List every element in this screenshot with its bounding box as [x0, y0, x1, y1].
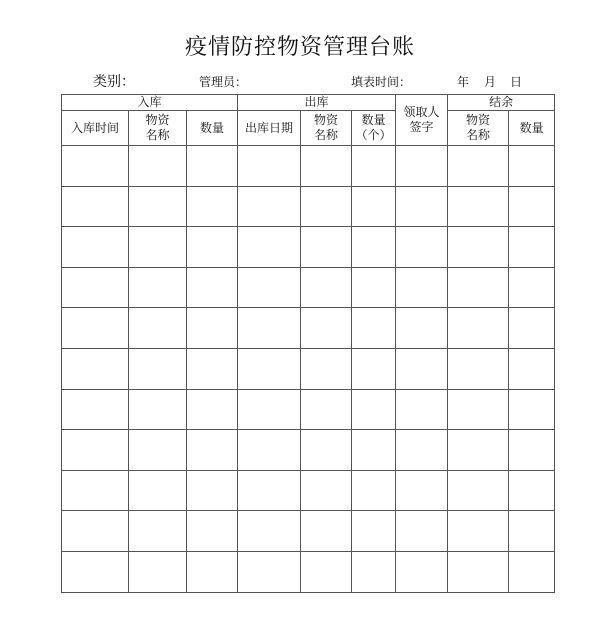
table-cell[interactable] [62, 551, 129, 592]
table-cell[interactable] [129, 308, 187, 349]
fill-date-label: 填表时间： [351, 75, 412, 89]
table-cell[interactable] [352, 227, 396, 268]
table-cell[interactable] [238, 267, 301, 308]
table-cell[interactable] [448, 511, 509, 552]
table-cell[interactable] [509, 430, 555, 471]
day-label: 日 [510, 75, 523, 89]
table-cell[interactable] [509, 348, 555, 389]
table-cell[interactable] [509, 146, 555, 187]
page-title: 疫情防控物资管理台账 [184, 35, 415, 60]
table-row [62, 430, 555, 471]
table-cell[interactable] [187, 146, 238, 187]
table-cell[interactable] [301, 470, 352, 511]
table-cell[interactable] [509, 470, 555, 511]
table-cell[interactable] [352, 348, 396, 389]
table-cell[interactable] [352, 146, 396, 187]
table-cell[interactable] [187, 348, 238, 389]
table-cell[interactable] [62, 389, 129, 430]
table-cell[interactable] [62, 308, 129, 349]
table-cell[interactable] [509, 389, 555, 430]
out-item-name-header: 物资 名称 [301, 111, 352, 146]
out-quantity-header: 数量 （个） [352, 111, 396, 146]
table-row [62, 308, 555, 349]
balance-group-header: 结余 [448, 95, 555, 111]
table-row [62, 389, 555, 430]
out-date-header: 出库日期 [238, 111, 301, 146]
balance-item-name-header: 物资 名称 [448, 111, 509, 146]
table-cell[interactable] [238, 348, 301, 389]
table-cell[interactable] [509, 511, 555, 552]
table-cell[interactable] [448, 146, 509, 187]
table-cell[interactable] [301, 348, 352, 389]
outbound-group-header: 出库 [238, 95, 396, 111]
table-cell[interactable] [352, 308, 396, 349]
table-cell[interactable] [301, 227, 352, 268]
table-cell[interactable] [352, 430, 396, 471]
table-cell[interactable] [238, 551, 301, 592]
category-label: 类别： [93, 74, 135, 90]
ledger-table [61, 94, 555, 593]
table-cell[interactable] [187, 389, 238, 430]
table-row [62, 186, 555, 227]
table-cell[interactable] [187, 308, 238, 349]
table-cell[interactable] [396, 308, 448, 349]
table-cell[interactable] [238, 470, 301, 511]
table-cell[interactable] [129, 470, 187, 511]
table-cell[interactable] [62, 470, 129, 511]
table-cell[interactable] [396, 348, 448, 389]
table-row [62, 146, 555, 187]
table-cell[interactable] [129, 227, 187, 268]
table-cell[interactable] [129, 511, 187, 552]
table-row [62, 470, 555, 511]
inbound-group-header: 入库 [62, 95, 238, 111]
ledger-body [62, 146, 555, 593]
table-cell[interactable] [187, 511, 238, 552]
table-cell[interactable] [352, 470, 396, 511]
table-cell[interactable] [448, 551, 509, 592]
table-cell[interactable] [62, 146, 129, 187]
table-cell[interactable] [129, 348, 187, 389]
table-cell[interactable] [62, 267, 129, 308]
month-label: 月 [484, 75, 497, 89]
table-cell[interactable] [352, 267, 396, 308]
table-cell[interactable] [396, 389, 448, 430]
table-cell[interactable] [301, 146, 352, 187]
table-cell[interactable] [301, 186, 352, 227]
table-cell[interactable] [352, 551, 396, 592]
table-cell[interactable] [352, 389, 396, 430]
table-cell[interactable] [352, 186, 396, 227]
table-row [62, 511, 555, 552]
table-cell[interactable] [62, 511, 129, 552]
table-cell[interactable] [187, 470, 238, 511]
table-cell[interactable] [187, 227, 238, 268]
table-cell[interactable] [238, 389, 301, 430]
table-cell[interactable] [238, 511, 301, 552]
table-row [62, 227, 555, 268]
manager-label: 管理员： [199, 75, 248, 89]
table-cell[interactable] [129, 186, 187, 227]
table-cell[interactable] [396, 267, 448, 308]
table-cell[interactable] [238, 430, 301, 471]
table-cell[interactable] [301, 389, 352, 430]
table-cell[interactable] [62, 430, 129, 471]
header-info-row [0, 73, 600, 93]
table-cell[interactable] [448, 389, 509, 430]
table-cell[interactable] [301, 308, 352, 349]
table-cell[interactable] [448, 430, 509, 471]
table-cell[interactable] [448, 308, 509, 349]
table-cell[interactable] [509, 267, 555, 308]
table-cell[interactable] [448, 186, 509, 227]
table-cell[interactable] [396, 186, 448, 227]
table-cell[interactable] [301, 430, 352, 471]
table-cell[interactable] [62, 227, 129, 268]
table-cell[interactable] [129, 389, 187, 430]
table-cell[interactable] [396, 551, 448, 592]
table-cell[interactable] [509, 227, 555, 268]
table-row [62, 267, 555, 308]
table-cell[interactable] [301, 267, 352, 308]
table-row [62, 551, 555, 592]
table-cell[interactable] [187, 551, 238, 592]
table-cell[interactable] [396, 430, 448, 471]
in-quantity-header: 数量 [187, 111, 238, 146]
table-cell[interactable] [187, 186, 238, 227]
table-cell[interactable] [62, 348, 129, 389]
table-cell[interactable] [509, 186, 555, 227]
table-cell[interactable] [448, 227, 509, 268]
year-label: 年 [457, 75, 470, 89]
table-cell[interactable] [396, 227, 448, 268]
table-cell[interactable] [509, 308, 555, 349]
table-cell[interactable] [187, 267, 238, 308]
in-item-name-header: 物资 名称 [129, 111, 187, 146]
table-cell[interactable] [129, 267, 187, 308]
table-cell[interactable] [129, 551, 187, 592]
table-cell[interactable] [448, 348, 509, 389]
table-cell[interactable] [396, 470, 448, 511]
table-row [62, 348, 555, 389]
table-cell[interactable] [238, 308, 301, 349]
table-cell[interactable] [352, 511, 396, 552]
table-cell[interactable] [396, 146, 448, 187]
table-cell[interactable] [62, 186, 129, 227]
table-cell[interactable] [448, 267, 509, 308]
table-cell[interactable] [129, 430, 187, 471]
table-cell[interactable] [509, 551, 555, 592]
balance-quantity-header: 数量 [509, 111, 555, 146]
table-cell[interactable] [238, 146, 301, 187]
table-cell[interactable] [301, 551, 352, 592]
table-cell[interactable] [238, 186, 301, 227]
table-cell[interactable] [238, 227, 301, 268]
in-time-header: 入库时间 [62, 111, 129, 146]
table-cell[interactable] [396, 511, 448, 552]
table-cell[interactable] [187, 430, 238, 471]
table-cell[interactable] [448, 470, 509, 511]
table-cell[interactable] [129, 146, 187, 187]
recipient-sign-header: 领取人 签字 [396, 95, 448, 146]
table-cell[interactable] [301, 511, 352, 552]
